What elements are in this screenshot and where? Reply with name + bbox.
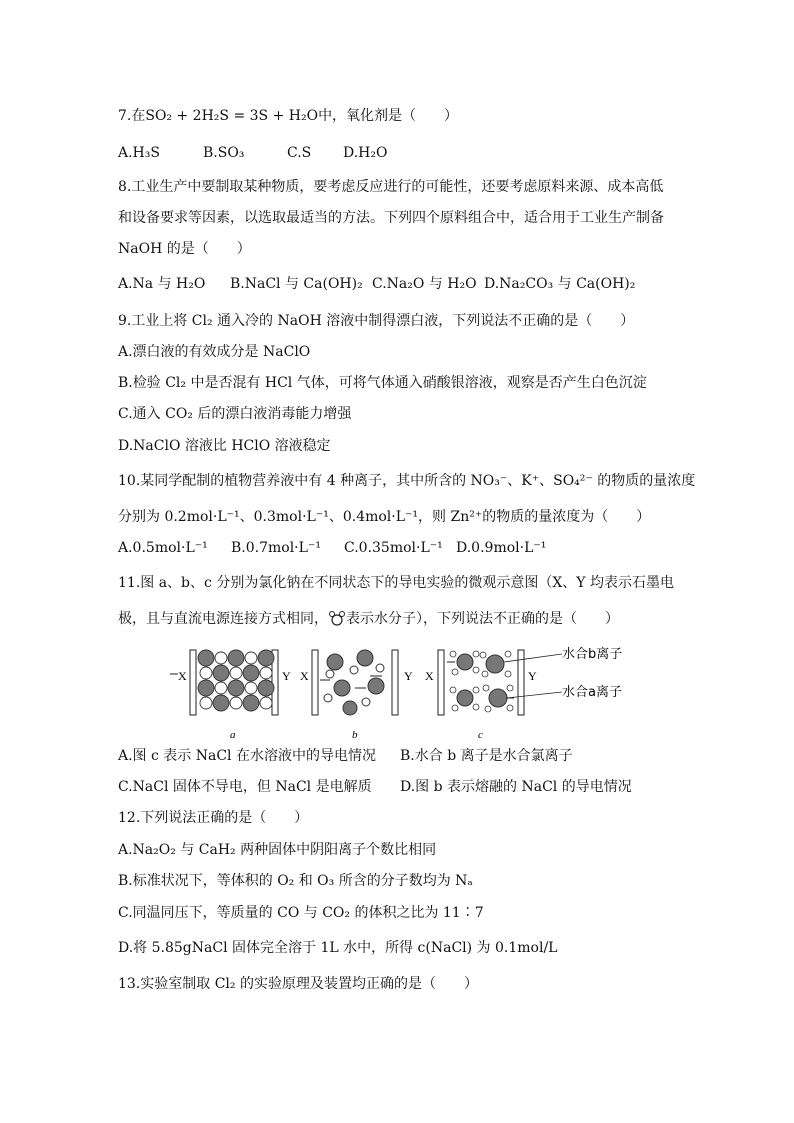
lattice-ion (198, 650, 214, 666)
lattice-ion (245, 652, 257, 664)
panel-a-lattice (198, 650, 274, 711)
q7-stem-prefix: 7.在 (118, 108, 146, 124)
q12-stem: 12.下列说法正确的是（ ） (118, 810, 309, 826)
lattice-ion (213, 695, 229, 711)
q8-stem-line-3: NaOH 的是（ ） (118, 241, 251, 257)
panel-c-electrode-y: Y (528, 669, 537, 683)
q8-stem-line-2: 和设备要求等因素，以选取最适当的方法。下列四个原料组合中，适合用于工业生产制备 (118, 210, 664, 226)
panel-a-electrode-left (190, 650, 196, 715)
q11-stem-line-1: 11.图 a、b、c 分别为氯化钠在不同状态下的导电实验的微观示意图（X、Y 均表示石墨电 (118, 575, 674, 591)
q7-option-a: A.H₃S (118, 145, 160, 161)
panel-b (300, 650, 413, 741)
panel-b-electrode-right (392, 650, 398, 715)
lattice-ion (230, 697, 242, 709)
lattice-ion (228, 650, 244, 666)
lattice-ion (215, 682, 227, 694)
q13-stem: 13.实验室制取 Cl₂ 的实验原理及装置均正确的是（ ） (118, 976, 478, 992)
q7-equation: SO₂ + 2H₂S = 3S + H₂O (145, 108, 319, 124)
panel-a (170, 650, 291, 741)
q8-stem-line-1: 8.工业生产中要制取某种物质，要考虑反应进行的可能性，还要考虑原料来源、成本高低 (118, 179, 664, 195)
conductivity-figure (170, 640, 650, 745)
lattice-ion (258, 650, 274, 666)
lattice-ion (198, 680, 214, 696)
q7-option-d: D.H₂O (343, 145, 388, 161)
panel-b-ions (320, 650, 384, 715)
q10-option-d: D.0.9mol·L⁻¹ (456, 540, 547, 556)
lattice-ion (243, 695, 259, 711)
q10-option-b: B.0.7mol·L⁻¹ (231, 540, 321, 556)
panel-b-electrode-left (312, 650, 318, 715)
q12-option-c: C.同温同压下，等质量的 CO 与 CO₂ 的体积之比为 11∶7 (118, 905, 484, 921)
q9-option-c: C.通入 CO₂ 后的漂白液消毒能力增强 (118, 406, 352, 422)
panel-a-electrode-y: Y (282, 669, 291, 683)
q12-option-b: B.标准状况下，等体积的 O₂ 和 O₃ 所含的分子数均为 Nₐ (118, 873, 473, 889)
q7-stem-suffix: 中，氧化剂是（ ） (318, 108, 459, 124)
q12-option-d: D.将 5.85gNaCl 固体完全溶于 1L 水中，所得 c(NaCl) 为 0.1mol/L (118, 940, 558, 956)
lattice-ion (260, 667, 272, 679)
q11-option-b: B.水合 b 离子是水合氯离子 (400, 748, 573, 764)
q10-stem-line-2: 分别为 0.2mol·L⁻¹、0.3mol·L⁻¹、0.4mol·L⁻¹，则 Zn²⁺的物质的量浓度为（ ） (118, 509, 651, 525)
q10-option-a: A.0.5mol·L⁻¹ (118, 540, 208, 556)
panel-c-electrode-x: X (425, 669, 434, 683)
q11-stem-line-2-suffix: 表示水分子），下列说法不正确的是（ ） (346, 611, 619, 627)
water-molecule-icon (328, 609, 346, 633)
panel-b-caption: b (352, 729, 358, 741)
lattice-ion (228, 680, 244, 696)
q8-option-b: B.NaCl 与 Ca(OH)₂ (230, 276, 363, 292)
q7-option-c: C.S (287, 145, 312, 161)
label-leader-b (504, 654, 562, 662)
panel-a-caption: a (230, 729, 236, 741)
q11-option-a: A.图 c 表示 NaCl 在水溶液中的导电情况 (118, 748, 376, 764)
lattice-ion (230, 667, 242, 679)
label-hydrated-b-ion: 水合b离子 (562, 647, 623, 662)
q11-option-d: D.图 b 表示熔融的 NaCl 的导电情况 (400, 779, 632, 795)
lattice-ion (215, 652, 227, 664)
q9-stem: 9.工业上将 Cl₂ 通入冷的 NaOH 溶液中制得漂白液，下列说法不正确的是（ ） (118, 313, 635, 329)
q8-option-a: A.Na 与 H₂O (118, 276, 206, 292)
q7-option-b: B.SO₃ (203, 145, 245, 161)
lattice-ion (213, 665, 229, 681)
q11-stem-line-2 (118, 609, 619, 633)
lattice-ion (260, 697, 272, 709)
q8-option-c: C.Na₂O 与 H₂O (372, 276, 477, 292)
label-hydrated-a-ion: 水合a离子 (562, 685, 622, 700)
label-leader-a (507, 692, 562, 698)
q9-option-d: D.NaClO 溶液比 HClO 溶液稳定 (118, 438, 331, 454)
q11-option-c: C.NaCl 固体不导电，但 NaCl 是电解质 (118, 779, 372, 795)
panel-a-electrode-x: X (178, 669, 187, 683)
q9-option-a: A.漂白液的有效成分是 NaClO (118, 344, 311, 360)
q10-option-c: C.0.35mol·L⁻¹ (344, 540, 443, 556)
lattice-ion (258, 680, 274, 696)
q9-option-b: B.检验 Cl₂ 中是否混有 HCl 气体，可将气体通入硝酸银溶液，观察是否产生白色沉淀 (118, 375, 647, 391)
q11-stem-line-2-prefix: 极，且与直流电源连接方式相同， (118, 611, 328, 627)
panel-c-caption: c (478, 729, 483, 741)
panel-b-electrode-x: X (300, 669, 309, 683)
lattice-ion (200, 667, 212, 679)
panel-c (425, 646, 622, 741)
panel-b-electrode-y: Y (404, 669, 413, 683)
q7-stem (118, 106, 458, 126)
q12-option-a: A.Na₂O₂ 与 CaH₂ 两种固体中阴阳离子个数比相同 (118, 842, 437, 858)
lattice-ion (245, 682, 257, 694)
q8-option-d: D.Na₂CO₃ 与 Ca(OH)₂ (484, 276, 636, 292)
panel-c-electrode-left (438, 650, 444, 715)
lattice-ion (243, 665, 259, 681)
conductivity-diagram (170, 640, 650, 745)
panel-c-hydrated-ions (447, 651, 514, 712)
lattice-ion (200, 697, 212, 709)
q10-stem-line-1: 10.某同学配制的植物营养液中有 4 种离子，其中所含的 NO₃⁻、K⁺、SO₄²⁻ 的物质的量浓度 (118, 473, 696, 489)
